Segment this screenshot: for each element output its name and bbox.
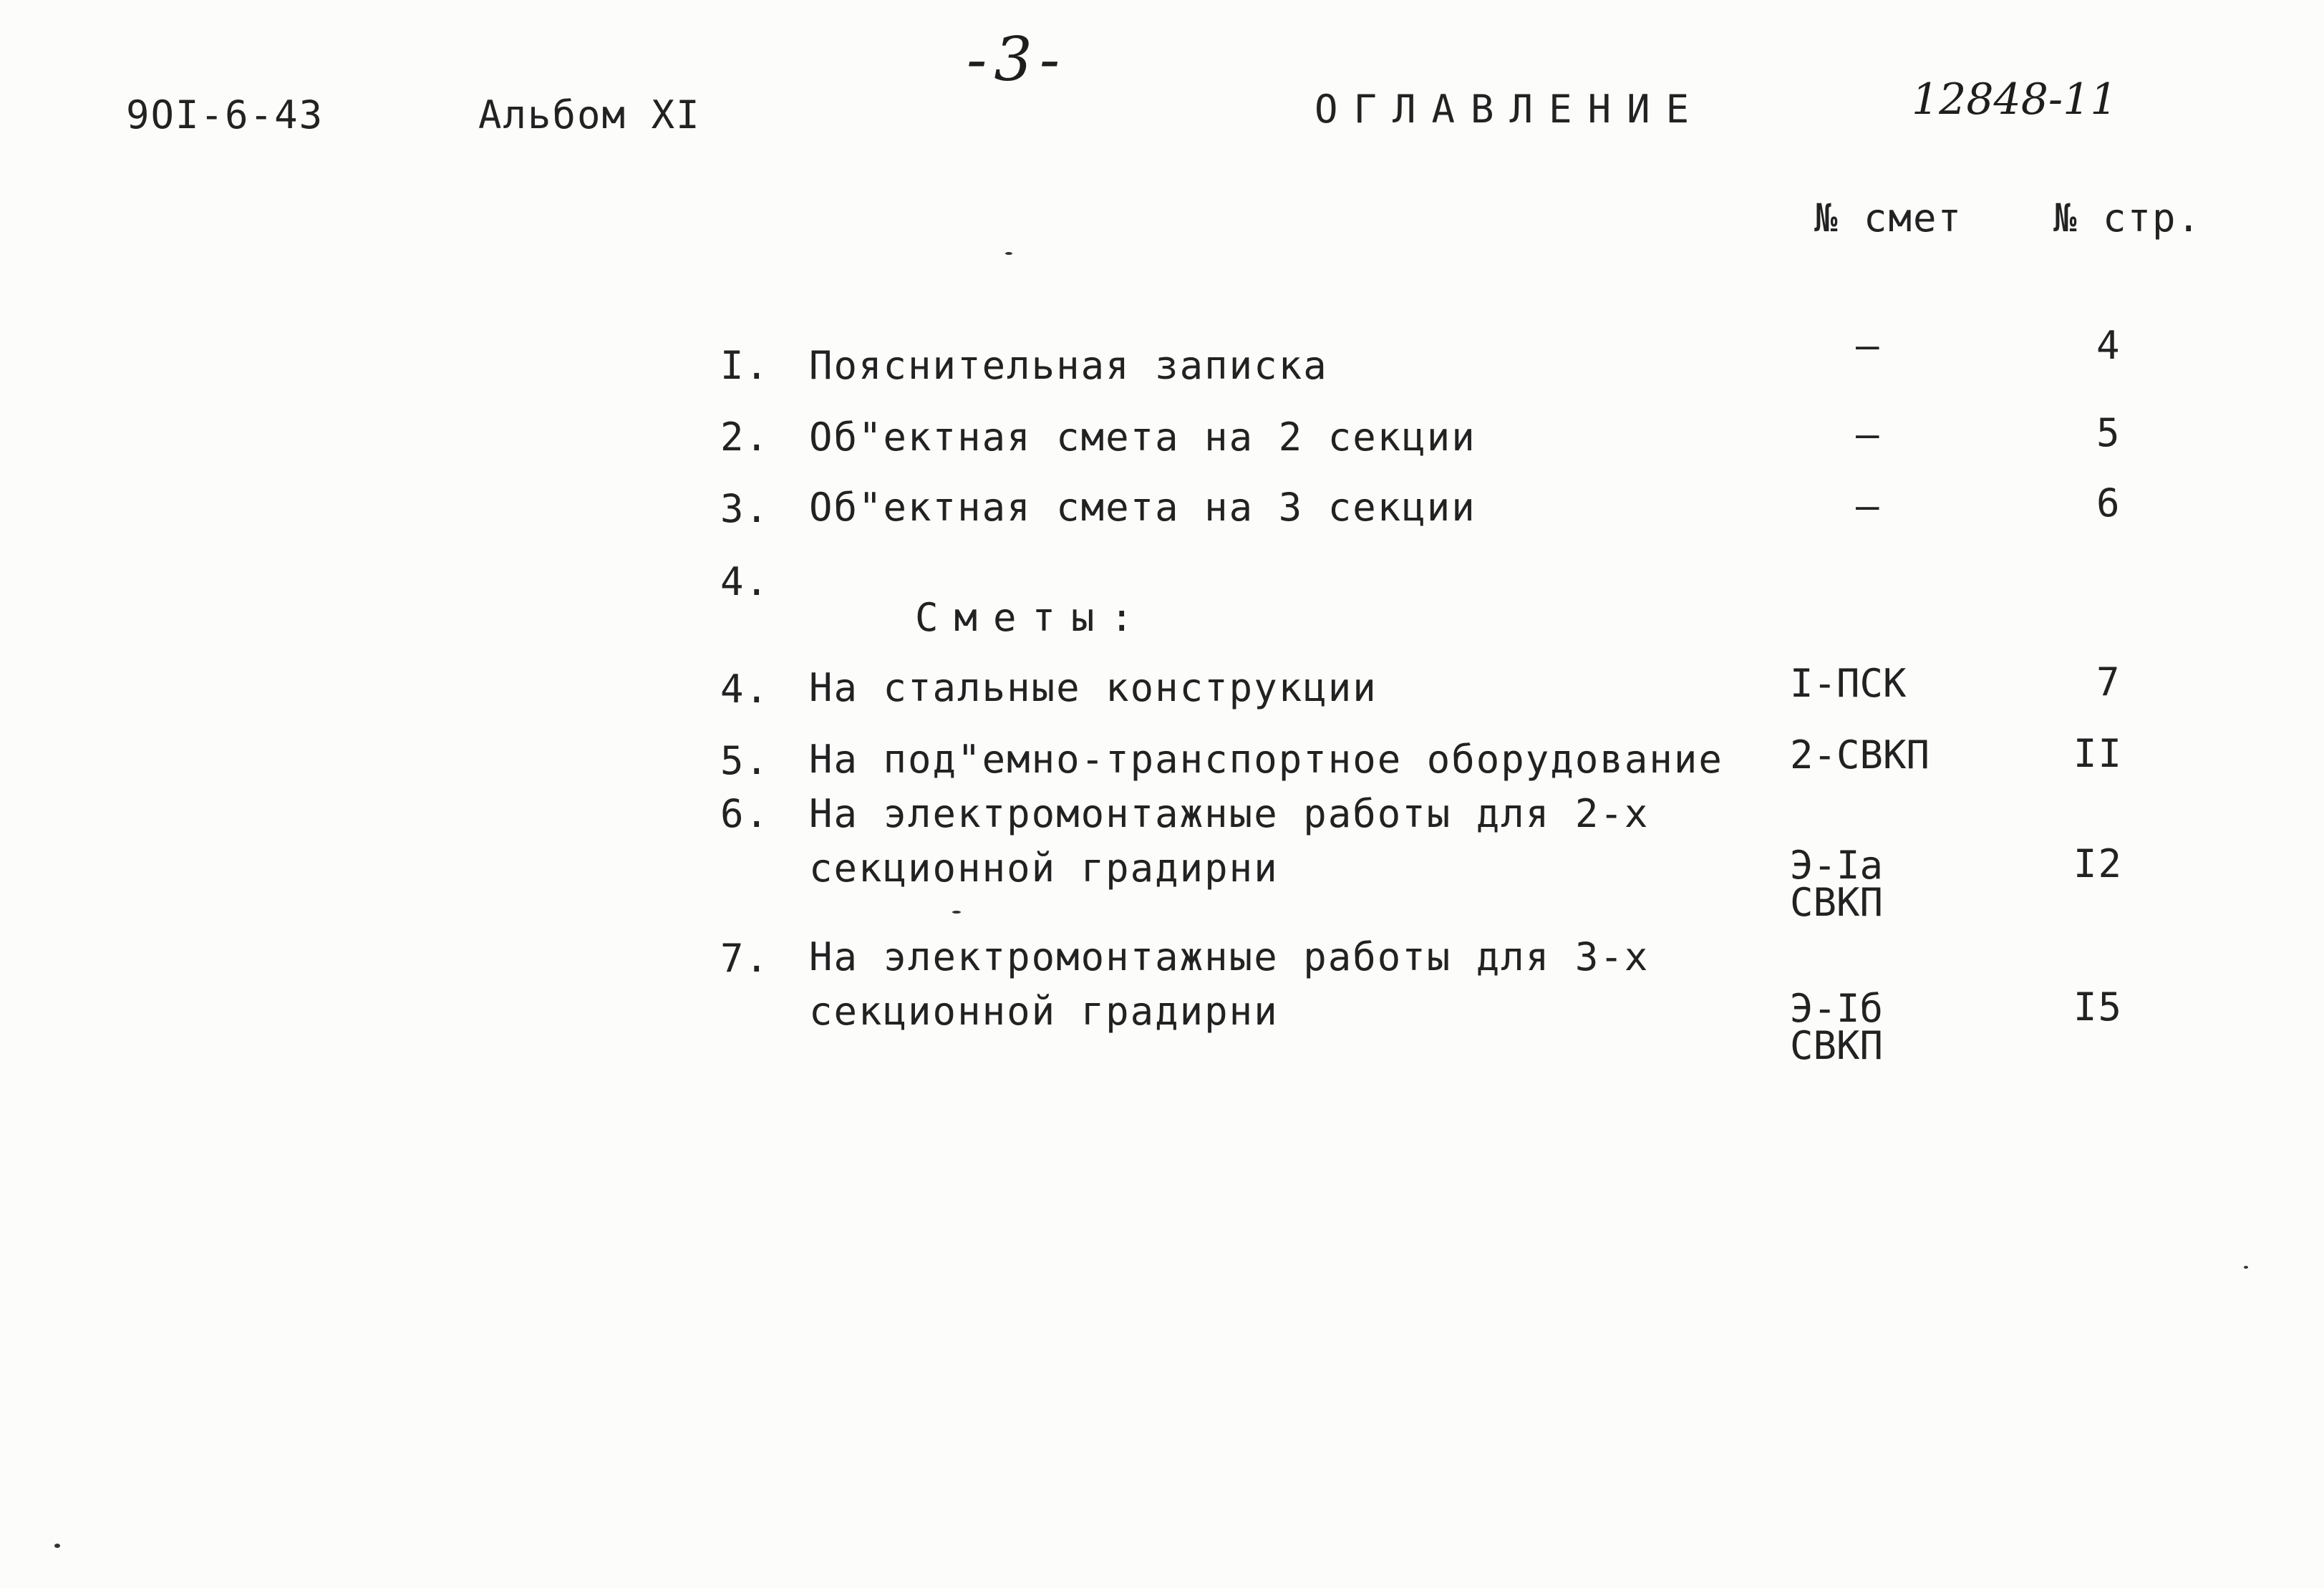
estimate-item-number: 5. — [720, 738, 770, 783]
inventory-number: 12848-11 — [1912, 74, 2118, 125]
scan-speck — [1005, 252, 1012, 255]
toc-item-estimate: – — [1856, 323, 1881, 368]
estimate-item-title: На под"емно-транспортное оборудование — [809, 737, 1723, 782]
estimate-item-title: На электромонтажные работы для 3-х — [809, 934, 1650, 979]
toc-item-page: 6 — [2096, 480, 2121, 526]
toc-item-number: 3. — [720, 486, 770, 531]
estimate-item-page: I5 — [2073, 984, 2124, 1030]
estimate-item-title-continued: секционной градирни — [809, 989, 1279, 1034]
estimate-item-page: I2 — [2073, 841, 2124, 886]
scan-speck — [2244, 1266, 2248, 1269]
estimate-item-page: II — [2073, 731, 2124, 776]
toc-item-page: 5 — [2096, 410, 2121, 455]
page-mark: -3- — [967, 24, 1067, 95]
estimate-item-code: 2-СВКП — [1790, 732, 1930, 778]
estimate-item-code: Э-Iа — [1790, 843, 1884, 888]
album-number: Альбом XI — [478, 92, 701, 137]
toc-item-title: Об"ектная смета на 2 секции — [809, 415, 1476, 460]
section-heading: Сметы: — [915, 595, 1150, 640]
scan-speck — [54, 1544, 60, 1548]
column-header-page-number: № стр. — [2053, 195, 2202, 241]
document-title: ОГЛАВЛЕНИЕ — [1314, 87, 1705, 132]
toc-item-title: Об"ектная смета на 3 секции — [809, 485, 1476, 530]
column-header-estimate-number: № смет — [1814, 195, 1963, 241]
estimate-item-title-continued: секционной градирни — [809, 846, 1279, 891]
toc-item-page: 4 — [2096, 323, 2121, 368]
estimate-item-code-line2: СВКП — [1790, 1023, 1884, 1068]
toc-item-title: Пояснительная записка — [809, 343, 1328, 388]
estimate-item-number: 7. — [720, 936, 770, 981]
estimate-item-page: 7 — [2096, 659, 2121, 705]
toc-item-estimate: – — [1856, 412, 1881, 457]
estimate-item-number: 4. — [720, 667, 770, 712]
estimate-item-code-line2: СВКП — [1790, 880, 1884, 925]
estimate-item-title: На стальные конструкции — [809, 665, 1378, 710]
document-code: 9OI-6-43 — [126, 92, 324, 137]
scan-speck — [952, 911, 961, 914]
estimate-item-code: Э-Iб — [1790, 986, 1884, 1031]
estimate-item-code: I-ПСК — [1790, 661, 1907, 706]
estimate-item-number: 6. — [720, 791, 770, 836]
estimate-item-title: На электромонтажные работы для 2-х — [809, 791, 1650, 836]
toc-item-number: 2. — [720, 415, 770, 460]
toc-item-estimate: – — [1856, 483, 1881, 528]
toc-item-number: 4. — [720, 559, 770, 604]
toc-item-number: I. — [720, 343, 770, 388]
